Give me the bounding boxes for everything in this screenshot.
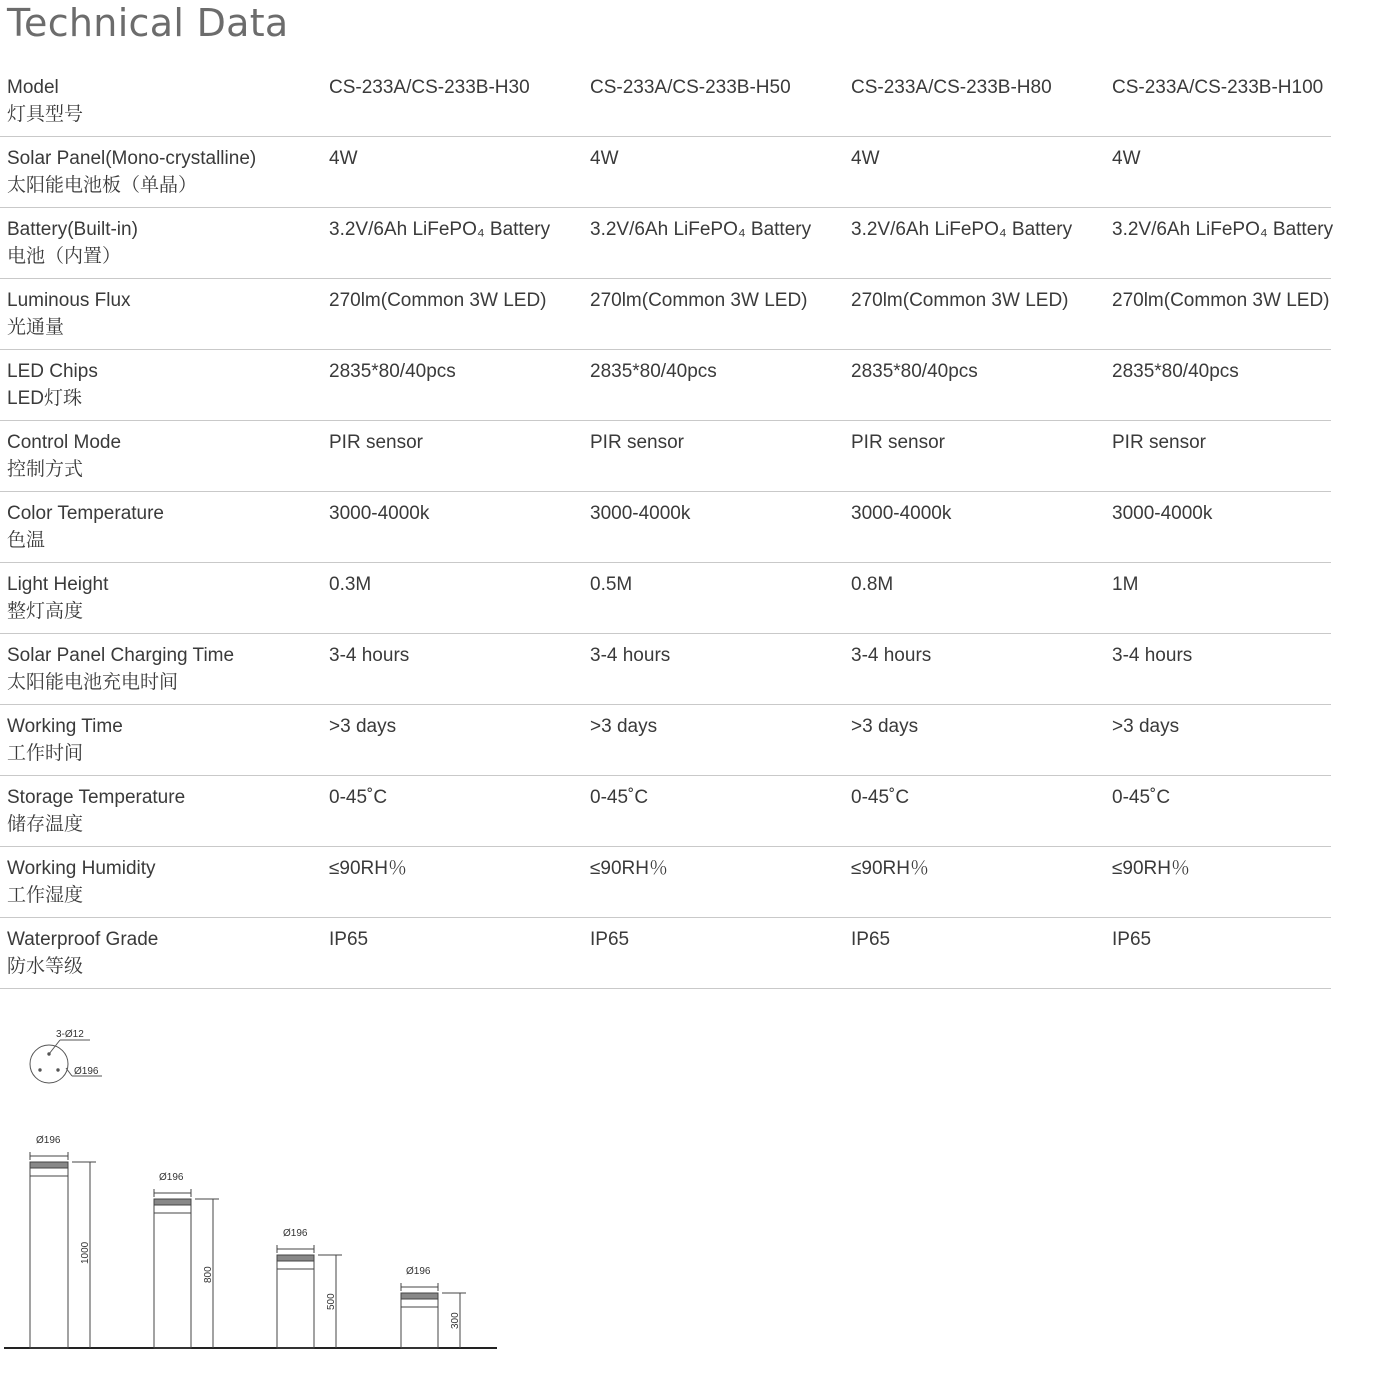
spec-value: 3-4 hours (590, 645, 671, 666)
bollard-height-label: 300 (450, 1312, 461, 1329)
spec-label-en: Solar Panel(Mono-crystalline) (7, 148, 257, 169)
spec-label-en: Waterproof Grade (7, 929, 159, 950)
spec-value: ≤90RH％ (1112, 858, 1191, 879)
spec-value: 2835*80/40pcs (329, 361, 456, 382)
spec-row-model (0, 66, 1331, 137)
spec-value: 3000-4000k (590, 503, 691, 524)
spec-label-zh: 控制方式 (7, 459, 84, 480)
spec-value: PIR sensor (1112, 432, 1206, 453)
spec-value: >3 days (590, 716, 658, 737)
spec-value: ≤90RH％ (329, 858, 408, 879)
holes-label: 3-Ø12 (56, 1029, 84, 1040)
spec-label-zh: 储存温度 (7, 814, 84, 835)
spec-label-en: Light Height (7, 574, 109, 595)
spec-row-light-height (0, 563, 1331, 634)
spec-value: CS-233A/CS-233B-H80 (851, 77, 1052, 98)
spec-value: PIR sensor (329, 432, 423, 453)
spec-row-working-time (0, 705, 1331, 776)
page-title: Technical Data (7, 1, 289, 45)
spec-value: CS-233A/CS-233B-H30 (329, 77, 530, 98)
spec-label-zh: 防水等级 (7, 956, 84, 977)
spec-label-en: Battery(Built-in) (7, 219, 138, 240)
spec-value: 3000-4000k (1112, 503, 1213, 524)
spec-value: 0-45˚C (329, 787, 388, 808)
spec-value: 270lm(Common 3W LED) (851, 290, 1069, 311)
spec-value: 3.2V/6Ah LiFePO₄ Battery (851, 219, 1073, 240)
spec-label-zh: LED灯珠 (7, 388, 82, 409)
spec-value: PIR sensor (590, 432, 684, 453)
spec-label-en: Color Temperature (7, 503, 165, 524)
spec-label-en: Model (7, 77, 59, 98)
spec-value: 2835*80/40pcs (1112, 361, 1239, 382)
spec-label-en: Storage Temperature (7, 787, 186, 808)
spec-label-zh: 工作时间 (7, 743, 84, 764)
spec-value: ≤90RH％ (851, 858, 930, 879)
spec-value: 0.3M (329, 574, 372, 595)
bollard-height-label: 1000 (80, 1241, 91, 1264)
spec-value: 3000-4000k (851, 503, 952, 524)
spec-label-en: LED Chips (7, 361, 98, 382)
spec-value: 1M (1112, 574, 1139, 595)
spec-label-zh: 太阳能电池板（单晶） (7, 175, 198, 196)
spec-value: PIR sensor (851, 432, 945, 453)
spec-value: 0-45˚C (590, 787, 649, 808)
spec-row-led-chips (0, 350, 1331, 421)
spec-value: CS-233A/CS-233B-H50 (590, 77, 791, 98)
bollard-diameter-label: Ø196 (36, 1135, 61, 1146)
bollard-height-label: 800 (203, 1266, 214, 1283)
spec-value: 0-45˚C (851, 787, 910, 808)
spec-value: >3 days (329, 716, 397, 737)
dimension-drawing (0, 1016, 510, 1361)
spec-value: 3.2V/6Ah LiFePO₄ Battery (590, 219, 812, 240)
spec-value: ≤90RH％ (590, 858, 669, 879)
spec-value: 3-4 hours (1112, 645, 1193, 666)
spec-value: IP65 (1112, 929, 1152, 950)
bollard-diameter-label: Ø196 (406, 1266, 431, 1277)
spec-label-zh: 整灯高度 (7, 601, 84, 622)
spec-value: IP65 (329, 929, 369, 950)
spec-label-en: Luminous Flux (7, 290, 131, 311)
top-diameter-label: Ø196 (74, 1066, 99, 1077)
spec-table (0, 66, 1334, 989)
spec-value: 3.2V/6Ah LiFePO₄ Battery (1112, 219, 1334, 240)
spec-value: 3-4 hours (329, 645, 410, 666)
spec-value: >3 days (851, 716, 919, 737)
spec-label-zh: 太阳能电池充电时间 (7, 672, 179, 693)
bollard-height-label: 500 (326, 1293, 337, 1310)
spec-value: 270lm(Common 3W LED) (1112, 290, 1330, 311)
spec-label-en: Working Time (7, 716, 123, 737)
spec-value: >3 days (1112, 716, 1180, 737)
spec-label-zh: 色温 (7, 530, 46, 551)
spec-value: 4W (590, 148, 619, 169)
spec-row-solar-panel (0, 137, 1331, 208)
spec-value: 0.8M (851, 574, 894, 595)
spec-row-working-humidity (0, 847, 1331, 918)
spec-value: IP65 (851, 929, 891, 950)
spec-row-luminous-flux (0, 279, 1331, 350)
spec-value: 4W (329, 148, 358, 169)
spec-label-en: Control Mode (7, 432, 122, 453)
spec-label-zh: 光通量 (7, 317, 65, 338)
bollard-diameter-label: Ø196 (283, 1228, 308, 1239)
spec-label-en: Solar Panel Charging Time (7, 645, 235, 666)
spec-label-zh: 电池（内置） (7, 246, 122, 267)
spec-value: CS-233A/CS-233B-H100 (1112, 77, 1324, 98)
spec-value: 4W (851, 148, 880, 169)
spec-row-storage-temperature (0, 776, 1331, 847)
spec-row-color-temperature (0, 492, 1331, 563)
spec-value: 0.5M (590, 574, 633, 595)
bollard-diameter-label: Ø196 (159, 1172, 184, 1183)
spec-label-zh: 灯具型号 (7, 104, 84, 125)
spec-value: IP65 (590, 929, 630, 950)
spec-value: 270lm(Common 3W LED) (590, 290, 808, 311)
spec-row-waterproof-grade (0, 918, 1331, 989)
spec-row-control-mode (0, 421, 1331, 492)
spec-value: 270lm(Common 3W LED) (329, 290, 547, 311)
spec-value: 2835*80/40pcs (851, 361, 978, 382)
spec-value: 0-45˚C (1112, 787, 1171, 808)
spec-value: 3000-4000k (329, 503, 430, 524)
spec-row-charging-time (0, 634, 1331, 705)
spec-label-zh: 工作湿度 (7, 885, 84, 906)
spec-value: 2835*80/40pcs (590, 361, 717, 382)
spec-row-battery (0, 208, 1334, 279)
spec-label-en: Working Humidity (7, 858, 156, 879)
spec-value: 3.2V/6Ah LiFePO₄ Battery (329, 219, 551, 240)
spec-value: 4W (1112, 148, 1141, 169)
spec-value: 3-4 hours (851, 645, 932, 666)
